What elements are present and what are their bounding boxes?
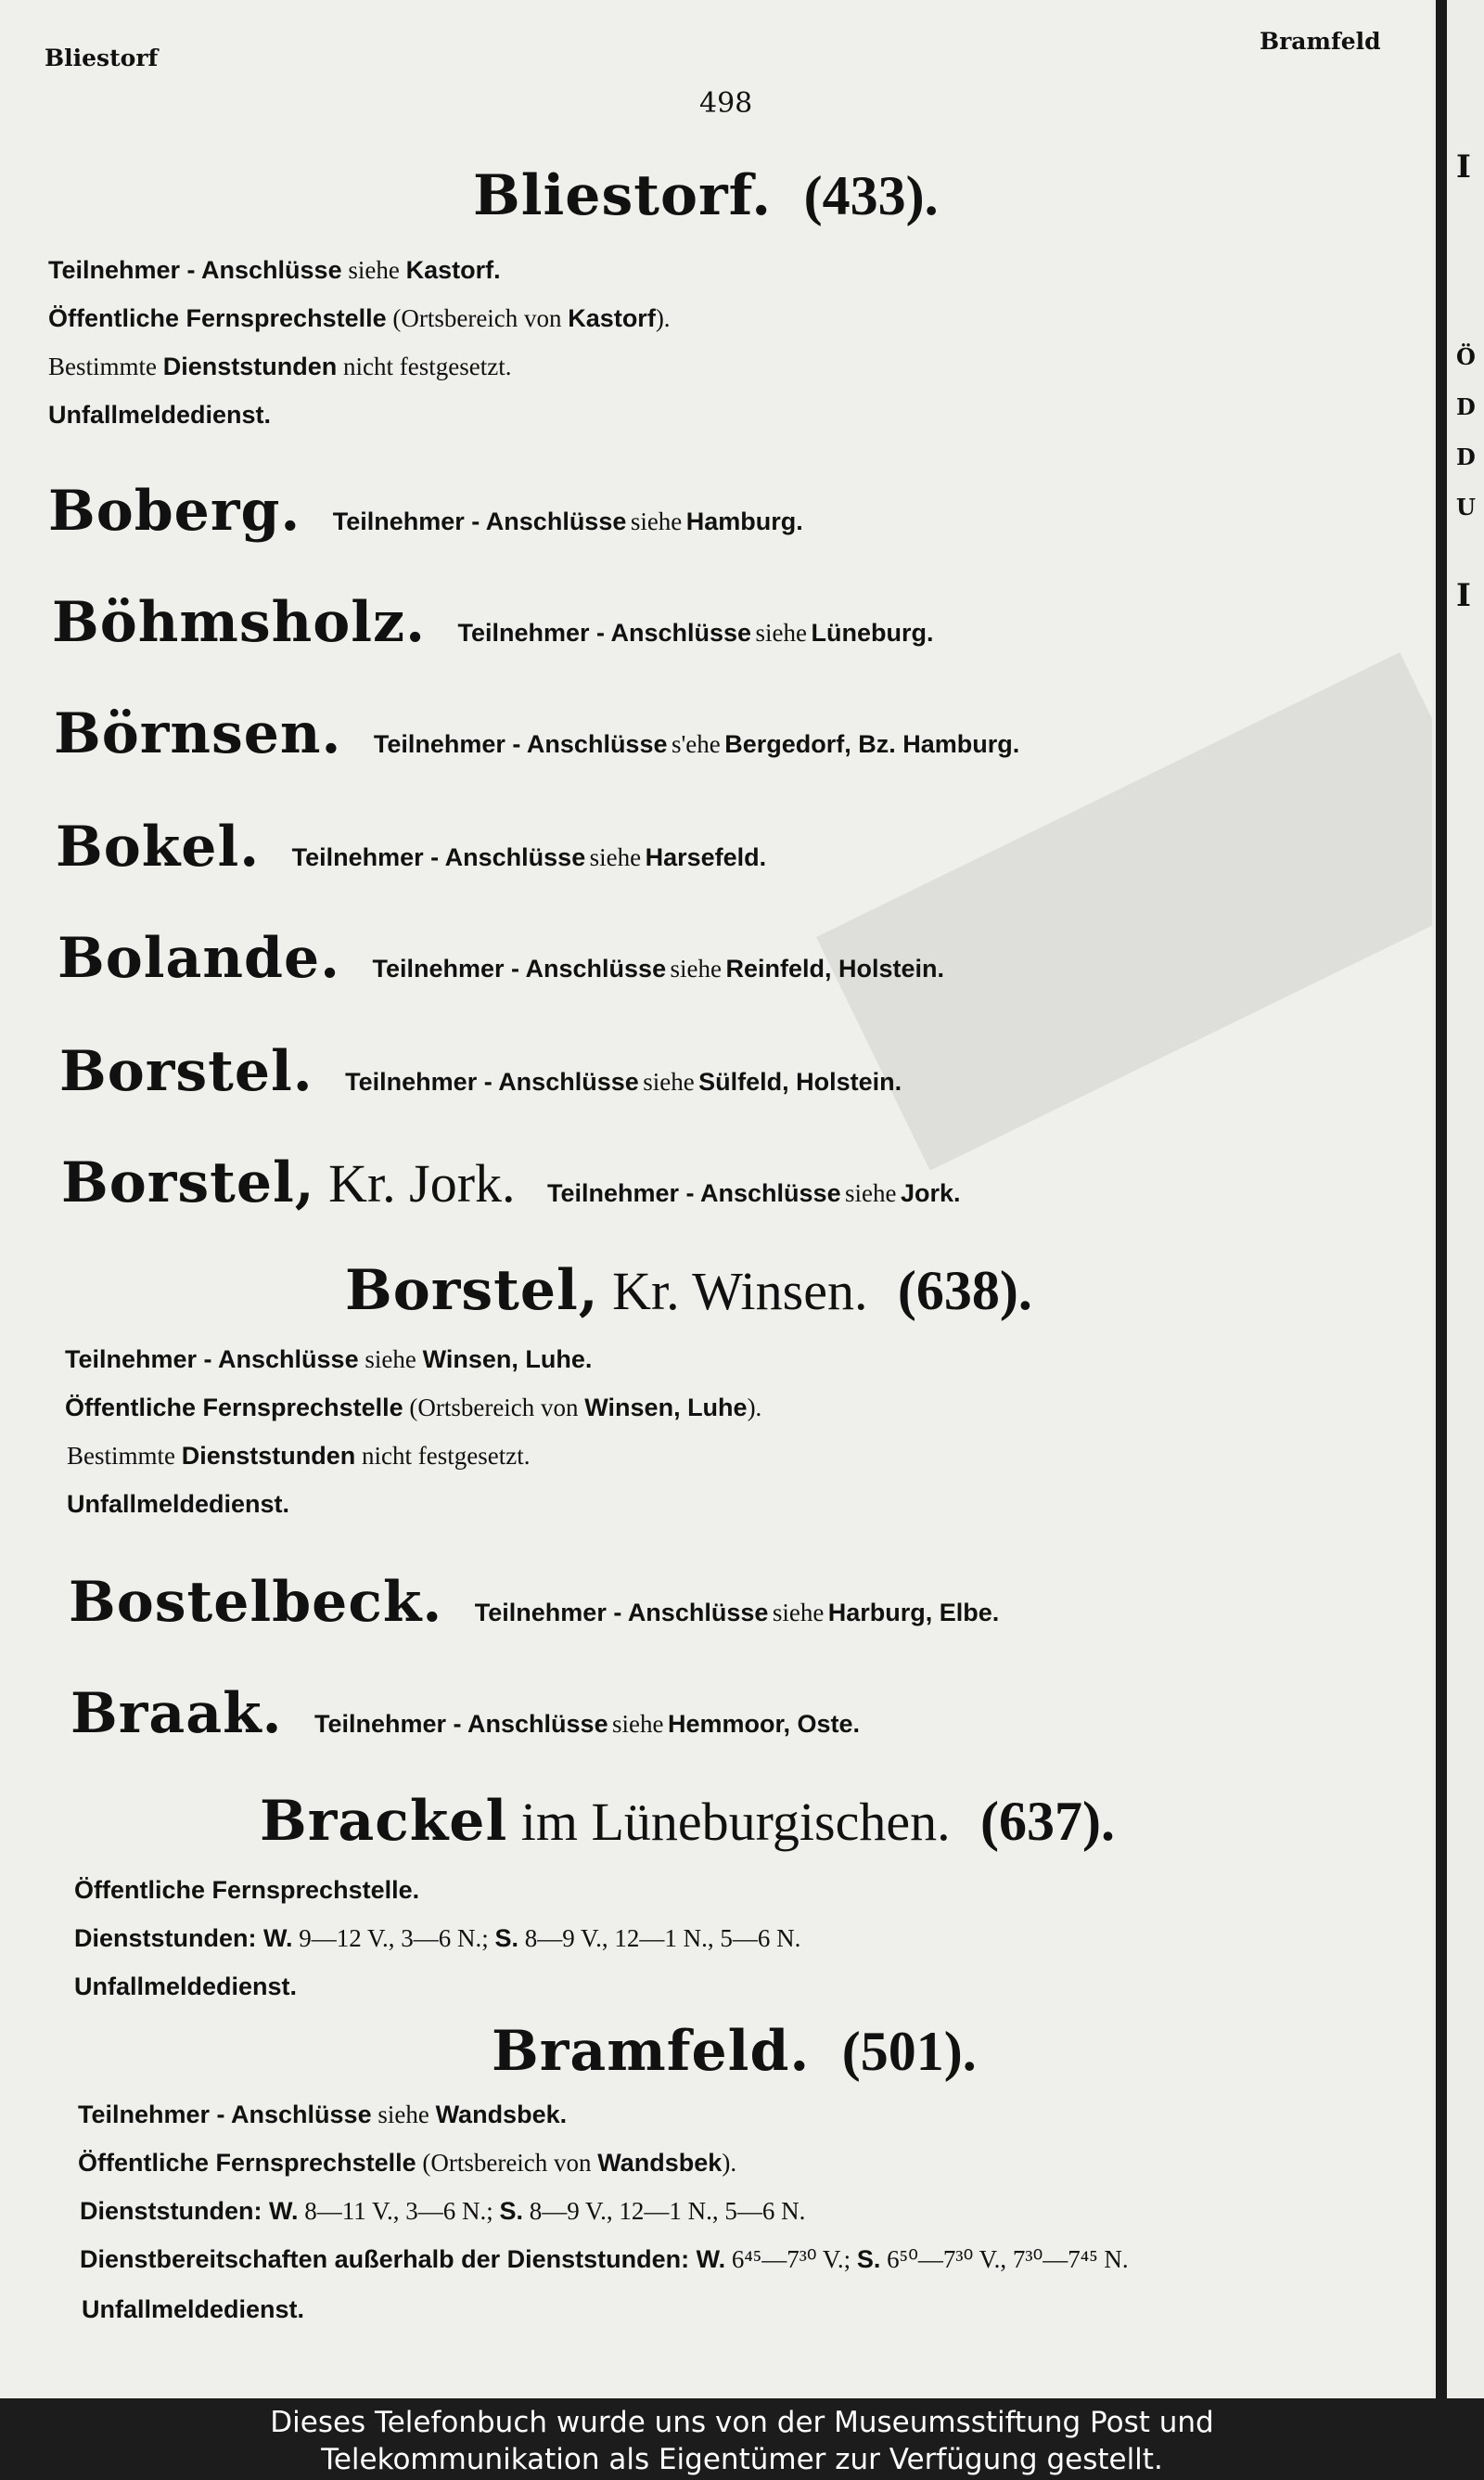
entry-bolande: Bolande. Teilnehmer - Anschlüsse siehe Reinfeld, Holstein. <box>58 926 945 991</box>
district-qualifier: Kr. Jork. <box>328 1153 516 1214</box>
entry-line: Öffentliche Fernsprechstelle (Ortsbereich von Kastorf). <box>48 304 671 332</box>
place-name: Bramfeld. <box>492 2019 811 2084</box>
adjacent-fragment: U <box>1456 494 1476 520</box>
place-name: Börnsen. <box>54 701 342 766</box>
entry-line: Teilnehmer - Anschlüsse siehe Winsen, Luhe. <box>65 1345 593 1373</box>
copyright-footer <box>0 2398 1484 2480</box>
adjacent-fragment: Ö <box>1456 343 1476 370</box>
district-qualifier: Kr. Winsen. <box>612 1261 868 1321</box>
entry-line: Dienststunden: W. 8—11 V., 3—6 N.; S. 8—9 V., 12—1 N., 5—6 N. <box>80 2197 806 2225</box>
exchange-code: (638). <box>897 1260 1032 1321</box>
entry-line: Teilnehmer - Anschlüsse siehe Kastorf. <box>48 256 501 284</box>
district-qualifier: im Lüneburgischen. <box>520 1792 951 1852</box>
entry-boehmsholz: Böhmsholz. Teilnehmer - Anschlüsse siehe Lüneburg. <box>52 590 934 655</box>
page-number: 498 <box>699 87 753 120</box>
entry-line: Unfallmeldedienst. <box>74 1972 298 2000</box>
place-name: Boberg. <box>48 479 301 544</box>
adjacent-fragment: D <box>1456 393 1476 420</box>
footer-line-2: Telekommunikation als Eigentümer zur Verfügung gestellt. <box>321 2443 1163 2476</box>
entry-line: Öffentliche Fernsprechstelle (Ortsbereich von Wandsbek). <box>78 2149 737 2177</box>
entry-bokel: Bokel. Teilnehmer - Anschlüsse siehe Harsefeld. <box>56 815 767 880</box>
entry-bliestorf-heading <box>473 163 939 228</box>
place-name: Bostelbeck. <box>69 1570 443 1635</box>
entry-line: Dienstbereitschaften außerhalb der Dienststunden: W. 6⁴⁵—7³⁰ V.; S. 6⁵⁰—7³⁰ V., 7³⁰—7⁴⁵ N. <box>80 2245 1129 2273</box>
place-name: Bliestorf. <box>473 163 773 228</box>
adjacent-fragment: D <box>1456 443 1476 470</box>
entry-brackel-heading <box>260 1789 1115 1854</box>
entry-line: Teilnehmer - Anschlüsse siehe Wandsbek. <box>78 2101 568 2128</box>
entry-bostelbeck: Bostelbeck. Teilnehmer - Anschlüsse siehe Harburg, Elbe. <box>69 1570 1000 1635</box>
entry-borstel: Borstel. Teilnehmer - Anschlüsse siehe Sülfeld, Holstein. <box>59 1039 902 1104</box>
adjacent-fragment: I <box>1456 148 1471 186</box>
adjacent-fragment: I <box>1456 577 1471 614</box>
entry-line: Unfallmeldedienst. <box>67 1490 290 1518</box>
place-name: Braak. <box>70 1681 283 1746</box>
entry-boberg: Boberg. Teilnehmer - Anschlüsse siehe Hamburg. <box>48 479 803 544</box>
place-name: Böhmsholz. <box>52 590 427 655</box>
place-name: Bokel. <box>56 815 261 880</box>
adjacent-page-edge <box>1432 0 1484 2398</box>
entry-borstel-winsen-heading <box>345 1258 1032 1323</box>
entry-line: Öffentliche Fernsprechstelle (Ortsbereich von Winsen, Luhe). <box>65 1394 762 1421</box>
entry-borstel-jork: Borstel, Kr. Jork. Teilnehmer - Anschlüsse siehe Jork. <box>61 1150 961 1215</box>
entry-braak: Braak. Teilnehmer - Anschlüsse siehe Hemmoor, Oste. <box>70 1681 861 1746</box>
entry-line: Öffentliche Fernsprechstelle. <box>74 1876 420 1904</box>
page-gutter <box>1436 0 1447 2398</box>
running-head-right: Bramfeld <box>1260 28 1381 55</box>
running-head-left: Bliestorf <box>45 45 159 71</box>
place-name: Borstel. <box>59 1039 313 1104</box>
place-name: Bolande. <box>58 926 341 991</box>
place-name: Brackel <box>260 1789 508 1854</box>
exchange-code: (433). <box>803 165 939 226</box>
exchange-code: (501). <box>841 2021 977 2082</box>
entry-bramfeld-heading <box>492 2019 977 2084</box>
entry-line: Bestimmte Dienststunden nicht festgesetzt. <box>48 353 512 380</box>
entry-boernsen: Börnsen. Teilnehmer - Anschlüsse s'ehe Bergedorf, Bz. Hamburg. <box>54 701 1020 766</box>
place-name: Borstel, <box>345 1258 599 1323</box>
entry-line: Dienststunden: W. 9—12 V., 3—6 N.; S. 8—9 V., 12—1 N., 5—6 N. <box>74 1924 801 1952</box>
entry-line: Unfallmeldedienst. <box>82 2295 305 2323</box>
footer-line-1: Dieses Telefonbuch wurde uns von der Museumsstiftung Post und <box>270 2406 1214 2439</box>
entry-line: Unfallmeldedienst. <box>48 401 272 429</box>
entry-line: Bestimmte Dienststunden nicht festgesetzt. <box>67 1442 531 1470</box>
place-name: Borstel, <box>61 1150 315 1215</box>
exchange-code: (637). <box>980 1791 1115 1852</box>
